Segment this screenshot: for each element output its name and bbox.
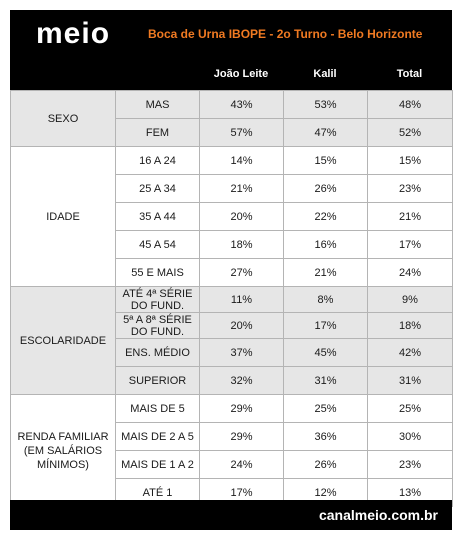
value-kalil: 8% <box>284 287 368 313</box>
value-joao-leite: 17% <box>200 479 284 507</box>
value-kalil: 16% <box>284 231 368 259</box>
value-kalil: 25% <box>284 395 368 423</box>
value-joao-leite: 21% <box>200 175 284 203</box>
row-label: MAIS DE 2 A 5 <box>116 423 200 451</box>
value-total: 13% <box>368 479 453 507</box>
value-joao-leite: 24% <box>200 451 284 479</box>
value-total: 30% <box>368 423 453 451</box>
value-joao-leite: 29% <box>200 395 284 423</box>
group-label: ESCOLARIDADE <box>11 287 116 395</box>
row-label: ENS. MÉDIO <box>116 339 200 367</box>
value-total: 48% <box>368 91 453 119</box>
brand-logo: meio <box>36 17 111 50</box>
value-kalil: 26% <box>284 175 368 203</box>
value-kalil: 26% <box>284 451 368 479</box>
value-total: 24% <box>368 259 453 287</box>
value-joao-leite: 29% <box>200 423 284 451</box>
value-kalil: 15% <box>284 147 368 175</box>
column-header-total: Total <box>367 58 452 90</box>
value-total: 31% <box>368 367 453 395</box>
row-label: MAS <box>116 91 200 119</box>
row-label: 16 A 24 <box>116 147 200 175</box>
value-kalil: 53% <box>284 91 368 119</box>
table-row <box>11 91 453 119</box>
table-row <box>11 395 453 423</box>
row-label: 55 E MAIS <box>116 259 200 287</box>
value-total: 9% <box>368 287 453 313</box>
value-joao-leite: 18% <box>200 231 284 259</box>
row-label: ATÉ 4ª SÉRIE DO FUND. <box>116 287 200 313</box>
table-row <box>11 287 453 313</box>
group-label: SEXO <box>11 91 116 147</box>
value-joao-leite: 14% <box>200 147 284 175</box>
row-label: 25 A 34 <box>116 175 200 203</box>
value-total: 23% <box>368 175 453 203</box>
row-label: 5ª A 8ª SÉRIE DO FUND. <box>116 313 200 339</box>
value-joao-leite: 20% <box>200 313 284 339</box>
site-url: canalmeio.com.br <box>318 507 438 523</box>
group-label: IDADE <box>11 147 116 287</box>
value-joao-leite: 43% <box>200 91 284 119</box>
column-header-joao-leite: João Leite <box>199 58 283 90</box>
page-title: Boca de Urna IBOPE - 2o Turno - Belo Horizonte <box>148 27 423 41</box>
value-kalil: 47% <box>284 119 368 147</box>
value-joao-leite: 20% <box>200 203 284 231</box>
results-table <box>10 90 453 507</box>
value-joao-leite: 11% <box>200 287 284 313</box>
row-label: SUPERIOR <box>116 367 200 395</box>
value-total: 52% <box>368 119 453 147</box>
value-total: 15% <box>368 147 453 175</box>
value-kalil: 22% <box>284 203 368 231</box>
value-joao-leite: 27% <box>200 259 284 287</box>
group-label: RENDA FAMILIAR (EM SALÁRIOS MÍNIMOS) <box>11 395 116 507</box>
value-total: 17% <box>368 231 453 259</box>
row-label: ATÉ 1 <box>116 479 200 507</box>
footer-bar <box>10 500 452 530</box>
value-joao-leite: 37% <box>200 339 284 367</box>
row-label: MAIS DE 1 A 2 <box>116 451 200 479</box>
value-total: 23% <box>368 451 453 479</box>
value-kalil: 45% <box>284 339 368 367</box>
value-total: 25% <box>368 395 453 423</box>
value-kalil: 21% <box>284 259 368 287</box>
value-total: 18% <box>368 313 453 339</box>
value-joao-leite: 57% <box>200 119 284 147</box>
value-kalil: 12% <box>284 479 368 507</box>
table-row <box>11 147 453 175</box>
value-total: 42% <box>368 339 453 367</box>
row-label: 45 A 54 <box>116 231 200 259</box>
column-header-kalil: Kalil <box>283 58 367 90</box>
value-kalil: 31% <box>284 367 368 395</box>
row-label: FEM <box>116 119 200 147</box>
value-total: 21% <box>368 203 453 231</box>
row-label: 35 A 44 <box>116 203 200 231</box>
header-bar <box>10 10 452 58</box>
value-kalil: 17% <box>284 313 368 339</box>
row-label: MAIS DE 5 <box>116 395 200 423</box>
value-kalil: 36% <box>284 423 368 451</box>
value-joao-leite: 32% <box>200 367 284 395</box>
results-card <box>10 10 452 530</box>
